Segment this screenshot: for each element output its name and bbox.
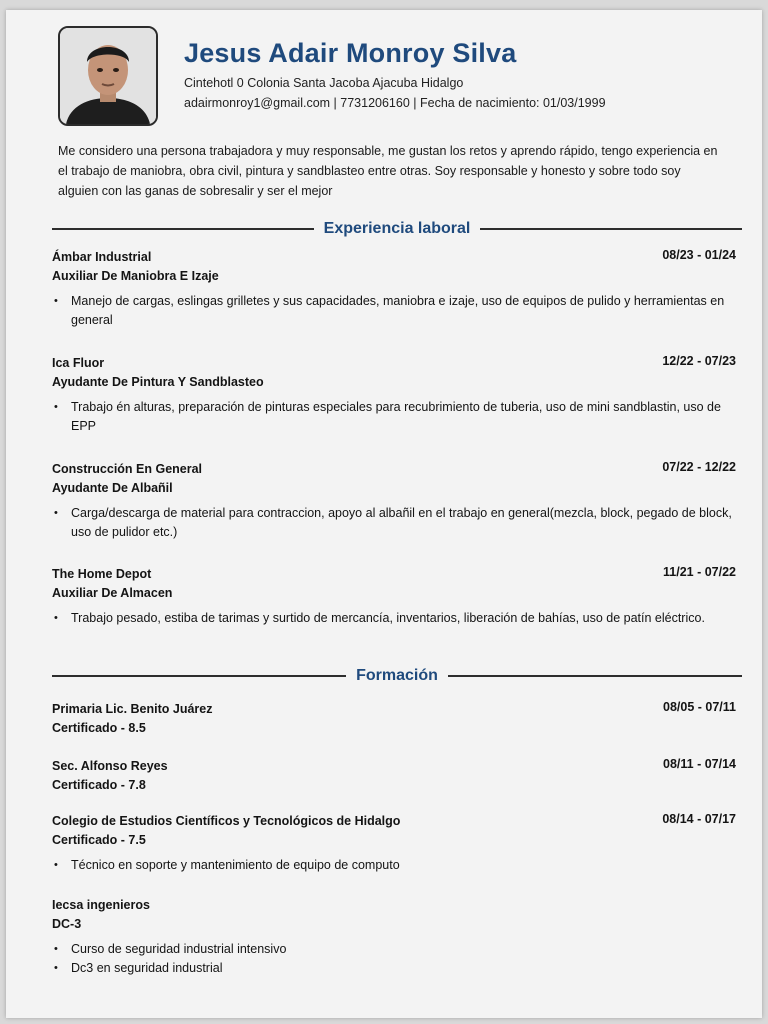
date-range: 08/23 - 01/24 <box>662 248 736 262</box>
bullet-item: • Dc3 en seguridad industrial <box>52 959 736 978</box>
school-name: Primaria Lic. Benito Juárez <box>52 702 213 716</box>
company-name: Ica Fluor <box>52 356 105 370</box>
bullet-item: • Trabajo pesado, estiba de tarimas y surtido de mercancía, inventarios, liberación de bahías, uso de patín eléctrico. <box>52 609 736 628</box>
education-entry <box>52 896 736 978</box>
education-entry <box>52 700 736 738</box>
date-range: 08/11 - 07/14 <box>663 757 736 771</box>
certificate: Certificado - 7.5 <box>52 833 146 847</box>
divider <box>480 228 742 230</box>
contact-line: adairmonroy1@gmail.com | 7731206160 | Fecha de nacimiento: 01/03/1999 <box>184 96 606 110</box>
company-name: Construcción En General <box>52 462 203 476</box>
bullet-item: • Curso de seguridad industrial intensivo <box>52 940 736 959</box>
education-entry <box>52 757 736 795</box>
profile-summary: Me considero una persona trabajadora y muy responsable, me gustan los retos y aprendo rápido, tengo experiencia en el trabajo de maniobra, obra civil, pintura y sandblasteo entre otras. Soy responsable y honesto y sobre todo soy alguien con las ganas de sobresalir y ser el mejor <box>58 144 718 198</box>
school-name: Sec. Alfonso Reyes <box>52 759 168 773</box>
full-name: Jesus Adair Monroy Silva <box>184 38 517 68</box>
bullet-list <box>52 292 736 330</box>
divider <box>52 675 346 677</box>
date-range: 08/05 - 07/11 <box>663 700 736 714</box>
company-name: Ámbar Industrial <box>52 250 152 264</box>
date-range: 07/22 - 12/22 <box>662 460 736 474</box>
divider <box>448 675 742 677</box>
experience-entry <box>52 565 736 628</box>
education-section-header <box>52 664 742 688</box>
job-title: Ayudante De Albañil <box>52 481 173 495</box>
job-title: Ayudante De Pintura Y Sandblasteo <box>52 375 264 389</box>
bullet-list <box>52 609 736 628</box>
job-title: Auxiliar De Almacen <box>52 586 173 600</box>
certificate: Certificado - 8.5 <box>52 721 146 735</box>
experience-section-title: Experiencia laboral <box>323 220 471 237</box>
school-name: Colegio de Estudios Científicos y Tecnológicos de Hidalgo <box>52 814 401 828</box>
experience-entry <box>52 460 736 542</box>
bullet-item: • Técnico en soporte y mantenimiento de equipo de computo <box>52 856 736 875</box>
date-range: 08/14 - 07/17 <box>662 812 736 826</box>
bullet-list <box>52 856 736 875</box>
profile-photo <box>58 26 158 126</box>
bullet-list <box>52 940 736 978</box>
job-title: Auxiliar De Maniobra E Izaje <box>52 269 219 283</box>
bullet-list <box>52 504 736 542</box>
bullet-list <box>52 398 736 436</box>
resume-page <box>6 10 762 1018</box>
education-section-title: Formación <box>356 667 438 684</box>
experience-entry <box>52 354 736 436</box>
education-entry <box>52 812 736 875</box>
date-range: 11/21 - 07/22 <box>663 565 736 579</box>
bullet-item: • Manejo de cargas, eslingas grilletes y sus capacidades, maniobra e izaje, uso de equipos de pulido y herramientas en general <box>52 292 736 330</box>
date-range: 12/22 - 07/23 <box>662 354 736 368</box>
company-name: The Home Depot <box>52 567 152 581</box>
bullet-item: • Carga/descarga de material para contraccion, apoyo al albañil en el trabajo en general(mezcla, block, pegado de block, uso de pulidor etc.) <box>52 504 736 542</box>
certificate: Certificado - 7.8 <box>52 778 146 792</box>
address: Cintehotl 0 Colonia Santa Jacoba Ajacuba Hidalgo <box>184 76 464 90</box>
bullet-item: • Trabajo én alturas, preparación de pinturas especiales para recubrimiento de tuberia, uso de mini sandblastin, uso de EPP <box>52 398 736 436</box>
experience-section-header <box>52 217 742 241</box>
school-name: Iecsa ingenieros <box>52 898 150 912</box>
experience-entry <box>52 248 736 330</box>
certificate: DC-3 <box>52 917 82 931</box>
divider <box>52 228 314 230</box>
